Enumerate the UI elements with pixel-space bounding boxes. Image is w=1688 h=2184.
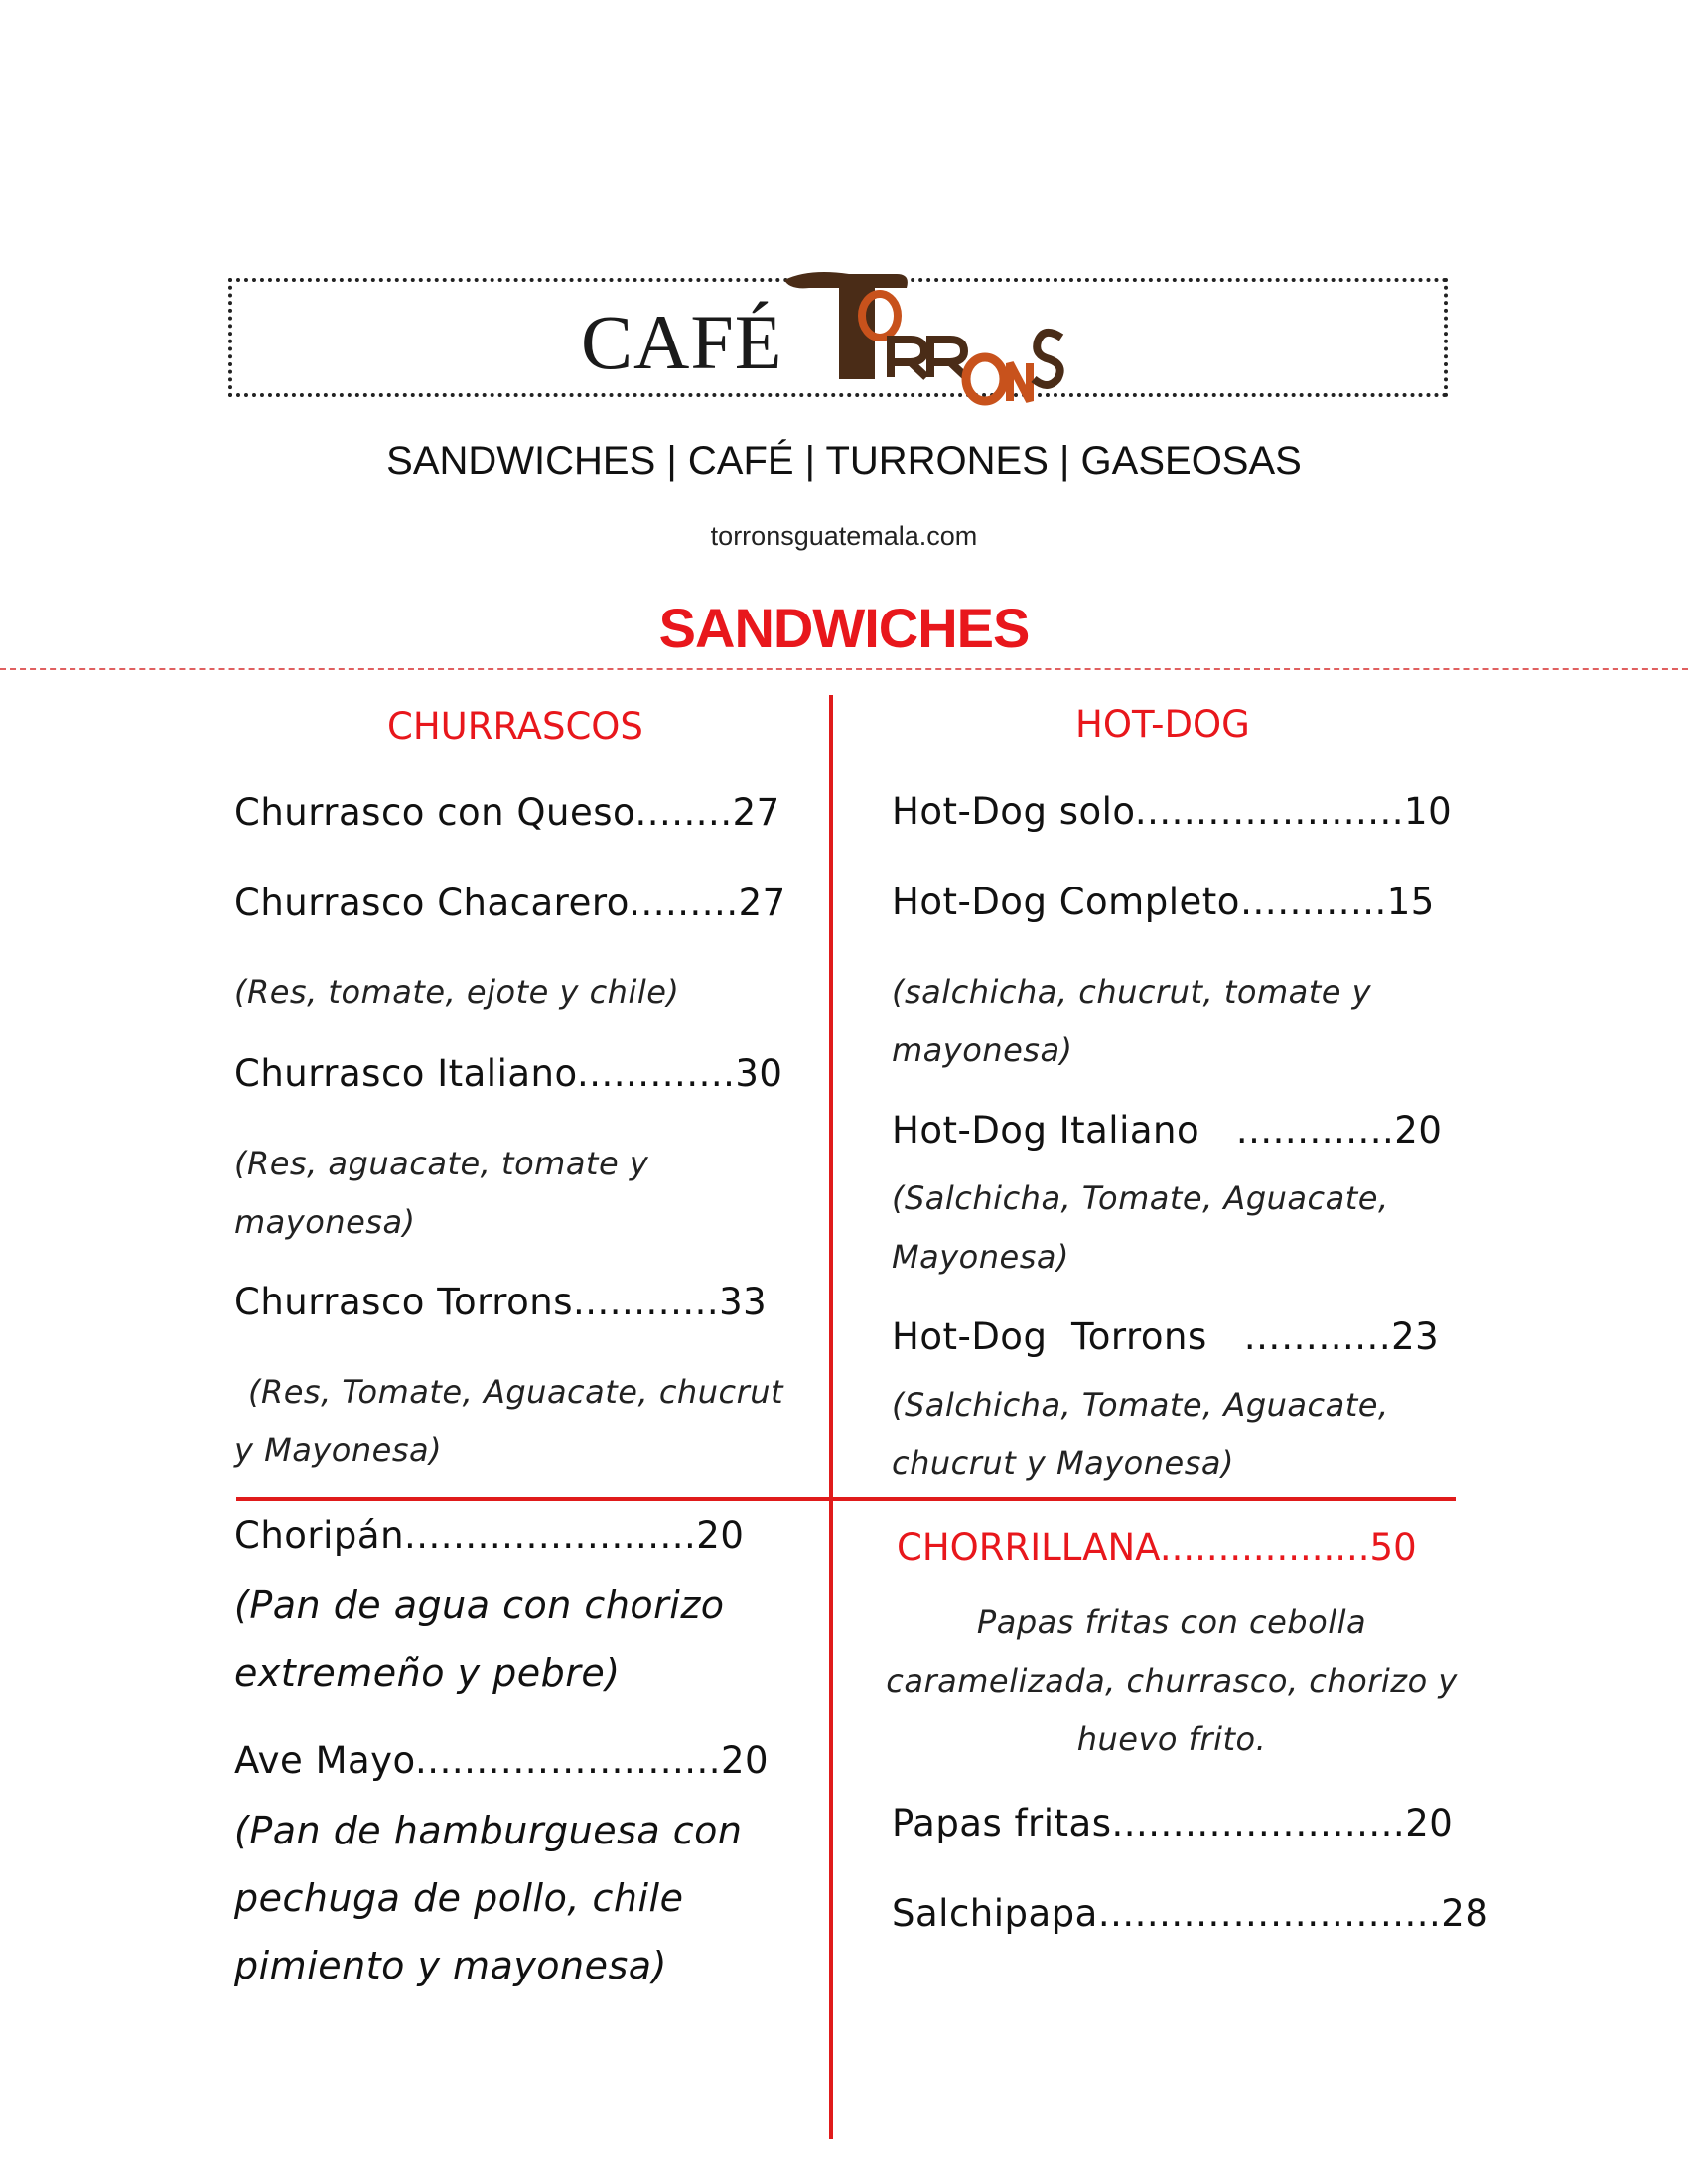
menu-item-description: (Salchicha, Tomate, Aguacate, chucrut y Mayonesa)	[892, 1386, 1389, 1482]
category-hot-dog: HOT-DOG	[1075, 703, 1250, 746]
menu-item: Ave Mayo........……...........20	[234, 1739, 770, 1782]
tagline: SANDWICHES | CAFÉ | TURRONES | GASEOSAS	[386, 439, 1302, 482]
menu-item-description: Papas fritas con cebolla caramelizada, churrasco, chorizo y huevo frito.	[886, 1603, 1458, 1758]
website-link[interactable]: torronsguatemala.com	[710, 521, 978, 551]
menu-item-description: (Res, tomate, ejote y chile)	[234, 973, 680, 1011]
category-churrascos: CHURRASCOS	[387, 705, 643, 748]
menu-item-description: (Salchicha, Tomate, Aguacate, Mayonesa)	[892, 1179, 1389, 1276]
menu-item-description: (Pan de agua con chorizo extremeño y pebre)	[234, 1583, 725, 1695]
menu-item: Churrasco con Queso........27	[234, 791, 780, 834]
menu-item: Hot-Dog Completo….........15	[892, 881, 1435, 923]
dashed-divider	[0, 668, 1688, 670]
vertical-divider	[829, 695, 833, 2139]
menu-item: Hot-Dog Italiano .............20	[892, 1109, 1443, 1152]
logo-torrons	[779, 268, 1067, 412]
menu-item-description: (Pan de hamburguesa con pechuga de pollo, chile pimiento y mayonesa)	[234, 1809, 743, 1987]
menu-item-description: (salchicha, chucrut, tomate y mayonesa)	[892, 973, 1372, 1069]
menu-item-chorrillana: CHORRILLANA..................50	[897, 1526, 1417, 1569]
menu-item: Hot-Dog Torrons ……......23	[892, 1315, 1440, 1358]
menu-item: Papas fritas............……......20	[892, 1802, 1454, 1844]
horizontal-divider	[236, 1497, 1456, 1501]
menu-item: Churrasco Chacarero.........27	[234, 882, 786, 924]
logo-cafe-text: CAFÉ	[581, 299, 783, 385]
menu-item: Choripán........................20	[234, 1514, 745, 1557]
menu-item: Churrasco Torrons............33	[234, 1281, 768, 1323]
section-title: SANDWICHES	[658, 597, 1030, 659]
menu-item: Hot-Dog solo........……........10	[892, 790, 1453, 833]
menu-item-description: (Res, aguacate, tomate y mayonesa)	[234, 1145, 649, 1241]
menu-item: Salchipapa........………...........28	[892, 1892, 1489, 1935]
menu-item: Churrasco Italiano.............30	[234, 1052, 783, 1095]
menu-item-description: (Res, Tomate, Aguacate, chucrut y Mayonesa)	[234, 1373, 784, 1469]
